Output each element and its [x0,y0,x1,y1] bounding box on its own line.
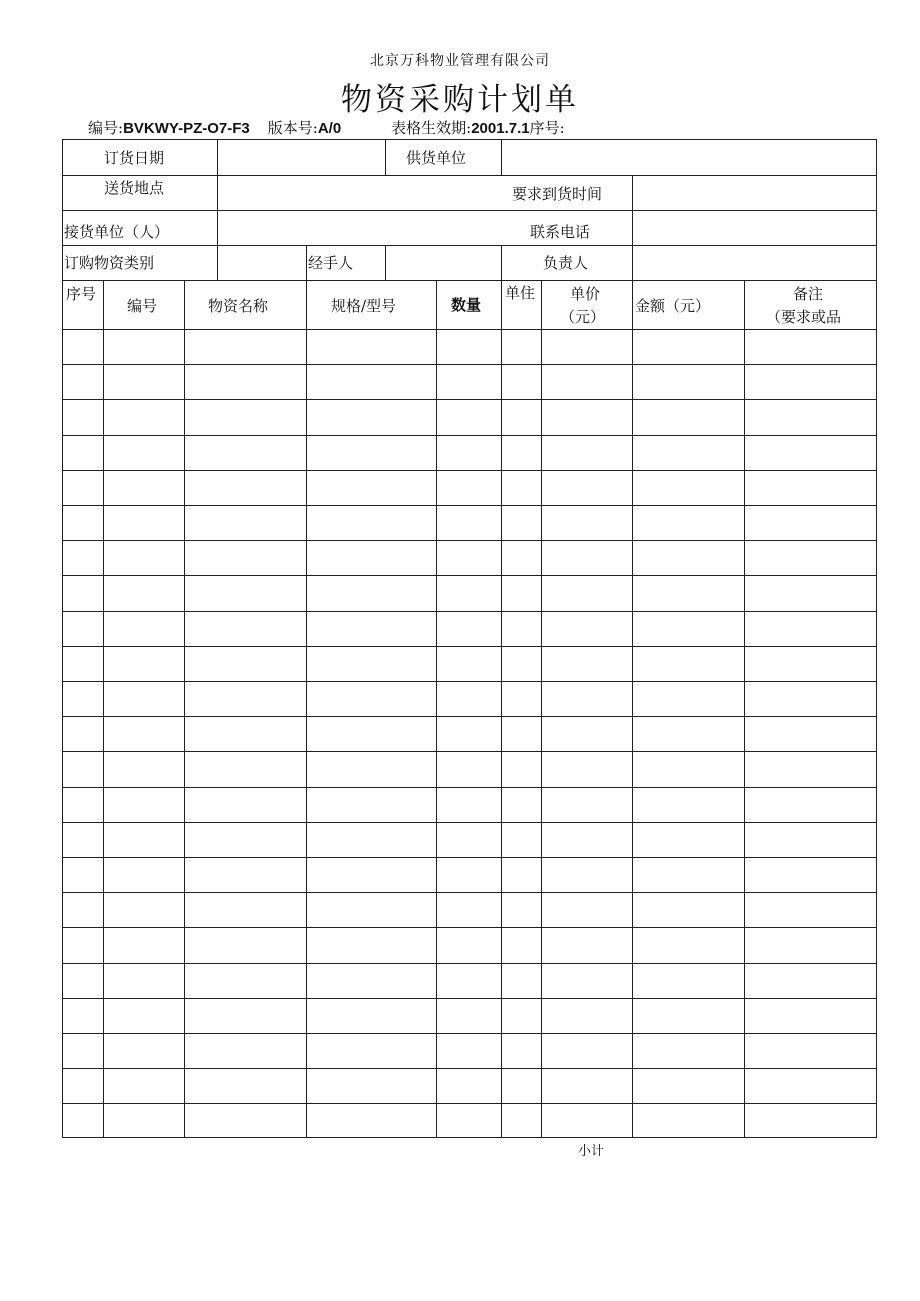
table-column-line [501,280,502,1138]
category-label: 订购物资类别 [64,254,155,272]
table-row-line [62,1103,877,1104]
form-row-line [62,245,877,246]
grid-line-v [217,210,218,246]
col-code-header: 编号 [127,297,158,315]
delivery-place-label: 送货地点 [104,179,165,197]
table-row-line [62,998,877,999]
grid-line-v [385,139,386,176]
table-row-line [62,364,877,365]
grid-line-v [217,175,218,211]
col-price-header: 单价 [570,285,601,303]
handler-label: 经手人 [308,254,354,272]
table-row-line [62,751,877,752]
table-row-line [62,435,877,436]
col-remark-note: （要求或品 [766,308,842,326]
grid-line-v [501,139,502,176]
table-column-line [103,280,104,1138]
code-label: 编号: [88,119,124,137]
col-amount-header: 金额（元） [635,297,711,315]
table-row-line [62,646,877,647]
table-header-bottom [62,329,877,330]
table-row-line [62,857,877,858]
table-row-line [62,399,877,400]
effective-date-label: 表格生效期: [391,119,472,137]
effective-date-value: 2001.7.1 [471,120,530,137]
col-name-header: 物资名称 [208,297,269,315]
grid-line-v [306,245,307,281]
page-title: 物资采购计划单 [341,82,579,118]
table-row-line [62,822,877,823]
responsible-label: 负责人 [543,254,589,272]
col-remark-header: 备注 [793,285,824,303]
table-column-line [436,280,437,1138]
form-row-line [62,210,877,211]
table-row-line [62,1137,877,1138]
table-row-line [62,540,877,541]
form-top-border [62,139,877,140]
version-label: 版本号: [267,119,318,137]
grid-line-v [632,245,633,281]
code-value: BVKWY-PZ-O7-F3 [123,120,250,137]
table-column-line [184,280,185,1138]
table-bottom-border [62,1137,877,1138]
form-left-border [62,139,63,1138]
grid-line-v [217,139,218,176]
table-column-line [541,280,542,1138]
subtotal-label: 小计 [578,1144,605,1159]
grid-line-v [385,245,386,281]
table-row-line [62,470,877,471]
supplier-label: 供货单位 [406,149,467,167]
form-row-line [62,175,877,176]
table-row-line [62,1033,877,1034]
form-right-border [876,139,877,1138]
required-time-label: 要求到货时间 [512,185,603,203]
col-unit-header: 单住 [505,284,536,302]
table-column-line [744,280,745,1138]
contact-phone-label: 联系电话 [530,223,591,241]
form-meta-line [88,117,565,138]
table-row-line [62,611,877,612]
table-row-line [62,505,877,506]
table-column-line [306,280,307,1138]
sequence-label: 序号: [529,119,565,137]
table-row-line [62,1068,877,1069]
grid-line-v [217,245,218,281]
receiver-label: 接货单位（人） [64,223,170,241]
grid-line-v [632,175,633,211]
col-qty-header: 数量 [451,297,482,314]
table-row-line [62,681,877,682]
table-row-line [62,927,877,928]
table-row-line [62,787,877,788]
order-date-label: 订货日期 [104,149,165,167]
form-row-line [62,280,877,281]
grid-line-v [501,245,502,281]
col-spec-header: 规格/型号 [331,297,397,315]
table-row-line [62,575,877,576]
table-column-line [632,280,633,1138]
col-seq-header: 序号 [66,285,97,303]
col-price-unit: （元） [560,308,606,326]
version-value: A/0 [317,120,342,137]
table-row-line [62,892,877,893]
company-name: 北京万科物业管理有限公司 [370,53,550,69]
table-row-line [62,963,877,964]
grid-line-v [632,210,633,246]
table-row-line [62,716,877,717]
